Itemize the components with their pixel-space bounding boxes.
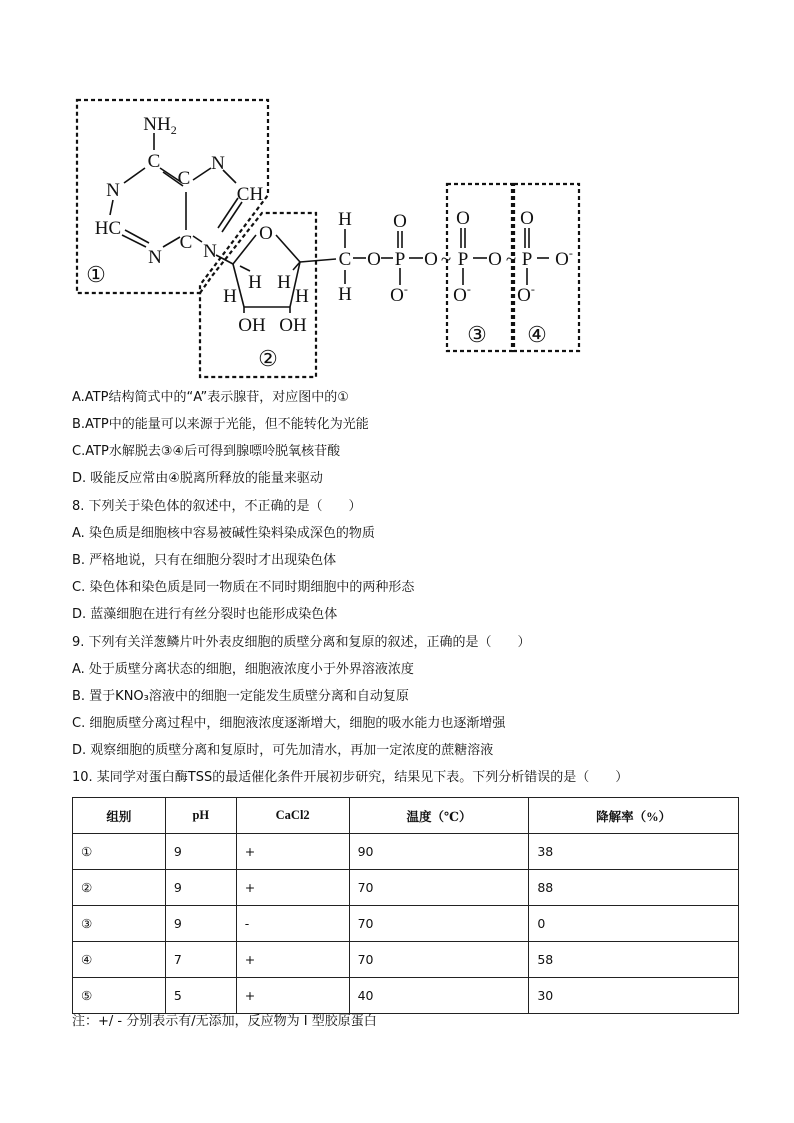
- table-row: [73, 942, 739, 978]
- col-header-ph: pH: [165, 798, 236, 834]
- svg-text:O-: O-: [517, 282, 535, 306]
- svg-text:~: ~: [505, 249, 517, 270]
- svg-text:H: H: [338, 284, 352, 305]
- svg-text:O: O: [456, 208, 470, 229]
- col-header-group: 组别: [73, 798, 166, 834]
- q7-option-d: D. 吸能反应常由④脱离所释放的能量来驱动: [72, 471, 323, 486]
- svg-text:O-: O-: [390, 282, 408, 306]
- svg-text:P: P: [521, 249, 533, 270]
- atp-structure-diagram: [0, 0, 794, 385]
- cell-ph: 9: [165, 834, 236, 870]
- svg-text:C: C: [177, 168, 191, 189]
- svg-text:O: O: [393, 211, 407, 232]
- col-header-temperature: 温度（℃）: [349, 798, 529, 834]
- svg-text:C: C: [338, 249, 352, 270]
- svg-text:H: H: [338, 209, 352, 230]
- cell-cacl2: -: [236, 906, 349, 942]
- table-row: [73, 834, 739, 870]
- q9-option-c: C. 细胞质壁分离过程中，细胞液浓度逐渐增大，细胞的吸水能力也逐渐增强: [72, 716, 506, 731]
- cell-temperature: 90: [349, 834, 529, 870]
- cell-temperature: 70: [349, 906, 529, 942]
- table-row: [73, 906, 739, 942]
- svg-text:H: H: [295, 286, 309, 307]
- cell-ph: 9: [165, 906, 236, 942]
- svg-text:O: O: [424, 249, 438, 270]
- q8-option-b: B. 严格地说，只有在细胞分裂时才出现染色体: [72, 553, 337, 568]
- table-note: 注：+/ - 分别表示有/无添加，反应物为 I 型胶原蛋白: [72, 1014, 377, 1029]
- box-label-1: ①: [86, 262, 106, 287]
- cell-group: ②: [73, 870, 166, 906]
- cell-degradation: 58: [529, 942, 739, 978]
- svg-text:P: P: [394, 249, 406, 270]
- table-header-row: [73, 798, 739, 834]
- table-row: [73, 870, 739, 906]
- cell-group: ①: [73, 834, 166, 870]
- nh2-label: $NH_2$: [143, 114, 177, 137]
- cell-cacl2: +: [236, 978, 349, 1014]
- box-label-3: ③: [467, 322, 487, 347]
- cell-degradation: 38: [529, 834, 739, 870]
- svg-text:~: ~: [440, 249, 452, 270]
- cell-group: ③: [73, 906, 166, 942]
- svg-text:OH: OH: [279, 315, 307, 336]
- cell-temperature: 40: [349, 978, 529, 1014]
- cell-temperature: 70: [349, 942, 529, 978]
- cell-group: ④: [73, 942, 166, 978]
- cell-cacl2: +: [236, 942, 349, 978]
- svg-text:O: O: [520, 208, 534, 229]
- svg-text:H: H: [248, 272, 262, 293]
- svg-text:H: H: [277, 272, 291, 293]
- box-label-2: ②: [258, 346, 278, 371]
- svg-text:CH: CH: [236, 184, 264, 205]
- svg-text:N: N: [148, 247, 162, 268]
- q10-stem: 10. 某同学对蛋白酶TSS的最适催化条件开展初步研究，结果见下表。下列分析错误的是（ ）: [72, 770, 629, 785]
- cell-ph: 5: [165, 978, 236, 1014]
- q9-stem: 9. 下列有关洋葱鳞片叶外表皮细胞的质壁分离和复原的叙述，正确的是（ ）: [72, 635, 531, 650]
- cell-degradation: 88: [529, 870, 739, 906]
- cell-group: ⑤: [73, 978, 166, 1014]
- cell-degradation: 30: [529, 978, 739, 1014]
- svg-text:O: O: [259, 223, 273, 244]
- svg-text:C: C: [179, 232, 193, 253]
- q8-option-d: D. 蓝藻细胞在进行有丝分裂时也能形成染色体: [72, 607, 338, 622]
- svg-text:C: C: [147, 151, 161, 172]
- q7-option-b: B.ATP中的能量可以来源于光能，但不能转化为光能: [72, 417, 369, 432]
- svg-text:O: O: [488, 249, 502, 270]
- q8-option-a: A. 染色质是细胞核中容易被碱性染料染成深色的物质: [72, 526, 375, 541]
- svg-text:OH: OH: [238, 315, 266, 336]
- results-table: [72, 797, 739, 1014]
- cell-ph: 9: [165, 870, 236, 906]
- col-header-degradation: 降解率（%）: [529, 798, 739, 834]
- cell-cacl2: +: [236, 870, 349, 906]
- cell-degradation: 0: [529, 906, 739, 942]
- cell-ph: 7: [165, 942, 236, 978]
- svg-text:N: N: [211, 153, 225, 174]
- q9-option-a: A. 处于质壁分离状态的细胞，细胞液浓度小于外界溶液浓度: [72, 662, 414, 677]
- table-row: [73, 978, 739, 1014]
- q8-stem: 8. 下列关于染色体的叙述中，不正确的是（ ）: [72, 499, 362, 514]
- svg-text:P: P: [457, 249, 469, 270]
- q9-option-b: B. 置于KNO₃溶液中的细胞一定能发生质壁分离和自动复原: [72, 689, 409, 704]
- box-label-4: ④: [527, 322, 547, 347]
- q8-option-c: C. 染色体和染色质是同一物质在不同时期细胞中的两种形态: [72, 580, 415, 595]
- col-header-cacl2: CaCl2: [236, 798, 349, 834]
- q7-option-c: C.ATP水解脱去③④后可得到腺嘌呤脱氧核苷酸: [72, 444, 341, 459]
- cell-cacl2: +: [236, 834, 349, 870]
- svg-text:O-: O-: [555, 246, 573, 270]
- cell-temperature: 70: [349, 870, 529, 906]
- svg-text:N: N: [106, 180, 120, 201]
- svg-text:O-: O-: [453, 282, 471, 306]
- svg-text:H: H: [223, 286, 237, 307]
- svg-text:HC: HC: [94, 218, 122, 239]
- q9-option-d: D. 观察细胞的质壁分离和复原时，可先加清水，再加一定浓度的蔗糖溶液: [72, 743, 494, 758]
- svg-text:N: N: [203, 241, 217, 262]
- svg-text:O: O: [367, 249, 381, 270]
- q7-option-a: A.ATP结构简式中的“A”表示腺苷，对应图中的①: [72, 390, 349, 405]
